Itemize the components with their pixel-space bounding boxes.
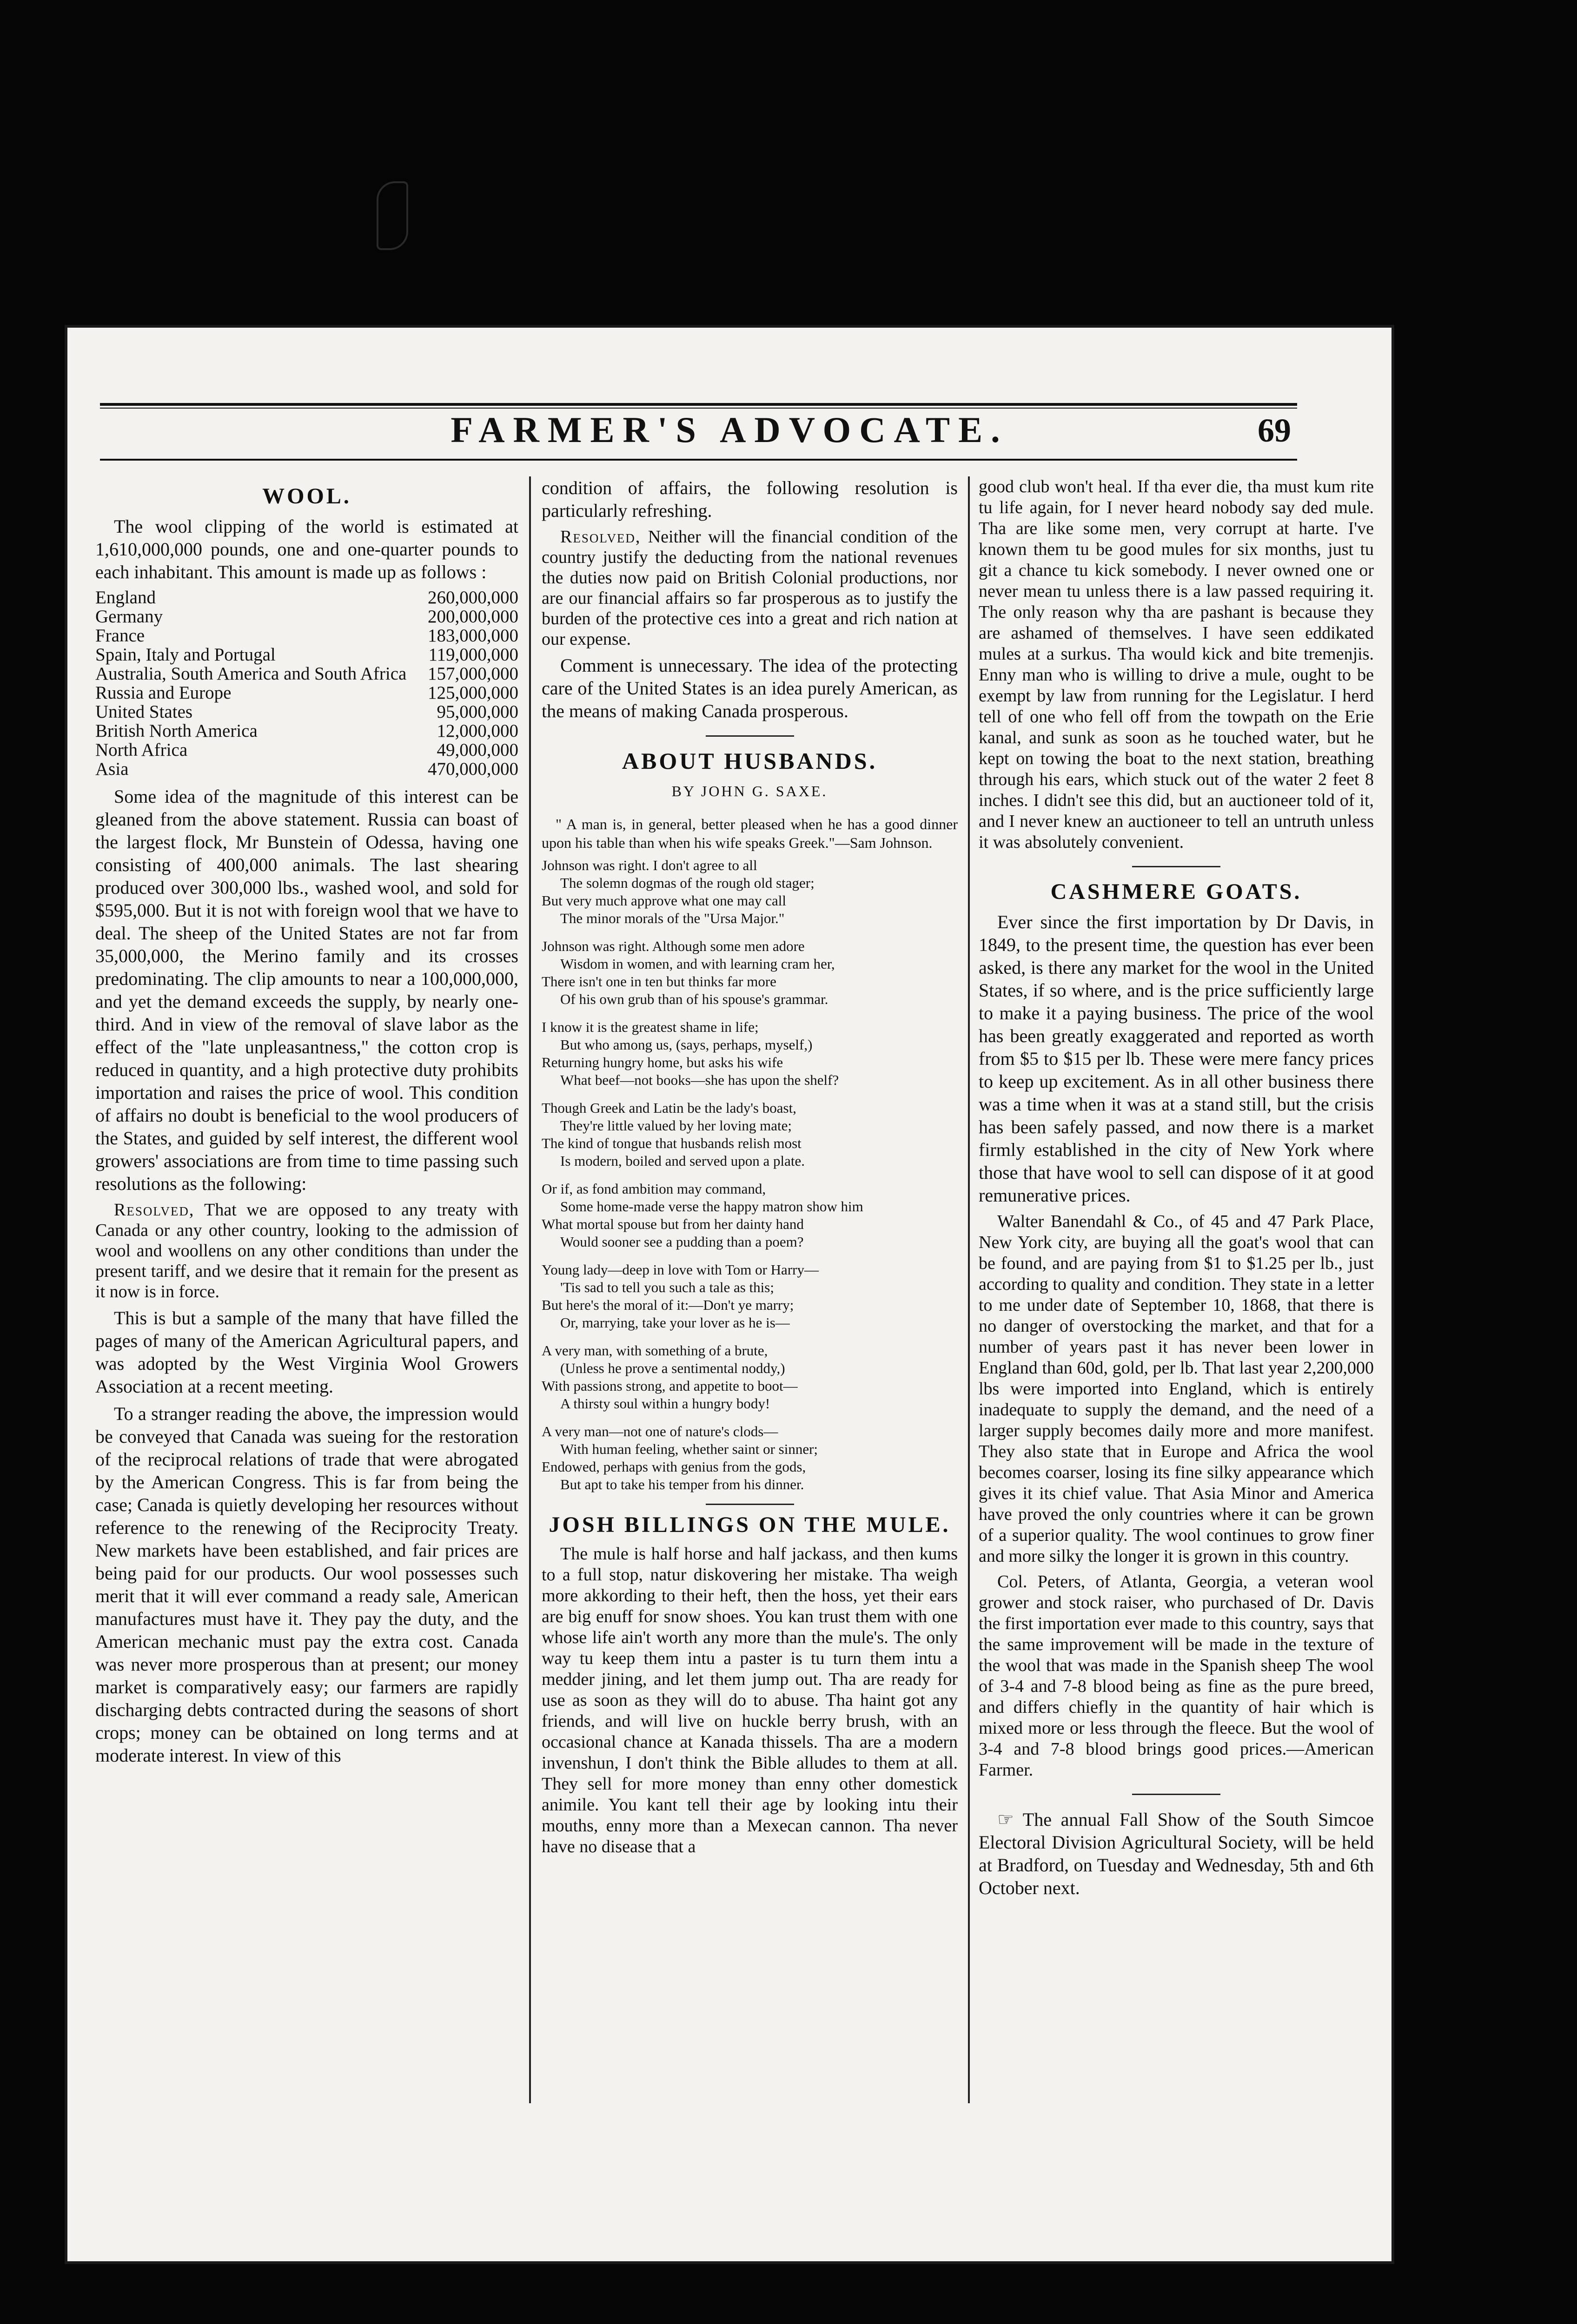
page-number: 69 — [1258, 412, 1291, 449]
poem-stanza — [542, 1342, 958, 1413]
wool-paragraph-1: Some idea of the magnitude of this interest can be gleaned from the above statement. Russia can boast of the largest flock, Mr Bunstein of Odessa, having one consisting of 400,000 animals. The last shearing produced over 300,000 lbs., washed wool, and sold for $595,000. But it is not with foreign wool that we have to deal. The sheep of the United States are not far from 35,000,000, the Merino family and its crosses predominating. The clip amounts to near a 100,000,000, and yet the demand exceeds the supply, by nearly one-third. And in view of the removal of slave labor as the effect of the "late unpleasantness," the cotton crop is reduced in quantity, and a high protective duty prohibits importation and raises the price of wool. This condition of affairs no doubt is beneficial to the wool producers of the States, and guided by self interest, the different wool growers' associations are from time to time passing such resolutions as the following: — [95, 786, 518, 1194]
cashmere-paragraph-3: Col. Peters, of Atlanta, Georgia, a veteran wool grower and stock raiser, who purchased of Dr. Davis the first importation ever made to this country, says that the same improvement will be made in the texture of the wool that was made in the Spanish sheep The wool of 3-4 and 7-8 blood being as fine as the pure breed, and differs chiefly in the quantity of hair which is mixed more or less through the fleece. But the wool of 3-4 and 7-8 blood brings good prices.—American Farmer. — [979, 1572, 1374, 1780]
column-2 — [542, 476, 958, 1862]
column-1 — [95, 476, 518, 1771]
stats-amount: 95,000,000 — [437, 702, 518, 722]
stats-country: England — [95, 588, 156, 607]
cashmere-heading: CASHMERE GOATS. — [1050, 879, 1302, 904]
poem-line: What mortal spouse but from her dainty hand — [542, 1216, 804, 1232]
poem-line: The kind of tongue that husbands relish most — [542, 1135, 802, 1151]
resolved-text: Neither will the financial condition of the country justify the deducting from the national revenues the duties now paid on British Colonial productions, nor are our financial affairs so far prosperous as to justify the burden of the protective ces into a great and rich nation at our expense. — [542, 527, 958, 649]
poem-line: But apt to take his temper from his dinner. — [560, 1476, 804, 1492]
column-3 — [979, 476, 1374, 1904]
poem-line: But very much approve what one may call — [542, 892, 786, 909]
stats-amount: 260,000,000 — [428, 588, 518, 607]
husbands-heading: ABOUT HUSBANDS. — [622, 748, 878, 774]
poem-line: With passions strong, and appetite to boot— — [542, 1378, 798, 1394]
resolved-text: That we are opposed to any treaty with Canada or any other country, looking to the admission of wool and woollens on any other conditions than under the present tariff, and we desire that it remain for the present as it now is in force. — [95, 1200, 518, 1301]
stats-country: United States — [95, 702, 193, 722]
stats-row — [95, 607, 518, 626]
wool-paragraph-3: To a stranger reading the above, the impression would be conveyed that Canada was sueing for the restoration of the reciprocal relations of trade that were abrogated by the American Congress. This is far from being the case; Canada is quietly developing her resources without reference to the renewing of the Reciprocity Treaty. New markets have been established, and fair prices are being paid for our products. Our wool possesses such merit that it will ever command a ready sale, American manufactures must have it. They pay the duty, and the American mechanic must pay the extra cost. Canada was never more prosperous than at present; our money market is comparatively easy; our farmers are rapidly discharging debts contracted during the seasons of short crops; money can be obtained on long terms and at moderate interest. In view of this — [95, 1403, 518, 1766]
poem-line: Endowed, perhaps with genius from the gods, — [542, 1459, 806, 1475]
stats-row — [95, 626, 518, 645]
poem-line: Returning hungry home, but asks his wife — [542, 1054, 783, 1070]
resolved-label: Resolved, — [114, 1200, 195, 1220]
poem-line: Johnson was right. I don't agree to all — [542, 857, 757, 873]
poem-stanza — [542, 938, 958, 1008]
masthead-title: FARMER'S ADVOCATE. — [451, 409, 1008, 450]
header-rule-top — [100, 403, 1297, 406]
cashmere-paragraph-2: Walter Banendahl & Co., of 45 and 47 Park Place, New York city, are buying all the goat's wool that can be found, and are paying from $1 to $1.25 per lb., just according to quality and condition. They state in a letter to me under date of September 10, 1868, that there is no danger of overstocking the market, and that for a number of years past it has never been lower in England than 60d, gold, per lb. That last year 2,200,000 lbs were imported into England, which is entirely inadequate to supply the demand, and the need of a larger supply becomes daily more and more manifest. They also state that in Europe and Africa the wool becomes coarser, losing its fine silky appearance which gives it its chief value. That Asia Minor and America have proved the only countries where it can be grown of a superior quality. The wool continues to grow finer and more silky the longer it is grown in this country. — [979, 1212, 1374, 1566]
poem-stanza — [542, 1423, 958, 1493]
wool-comment: Comment is unnecessary. The idea of the protecting care of the United States is an idea purely American, as the means of making Canada prosperous. — [542, 655, 958, 721]
poem-stanza — [542, 1099, 958, 1170]
poem-line: But here's the moral of it:—Don't ye marry; — [542, 1297, 794, 1313]
poem-line: Young lady—deep in love with Tom or Harry— — [542, 1261, 819, 1278]
josh-continued: good club won't heal. If tha ever die, tha must kum rite tu life again, for I never heard nobody say ded mule. Tha are like some men, very corrupt at harte. I've known them tu be good mules for six months, just tu git a chance tu kick somebody. I never owned one or never mean tu unless there is a law passed requiring it. The only reason why tha are pashant is because they are ashamed of themselves. I have seen eddikated mules at a surkus. Tha would kick and bite tremenjis. Enny man who is willing to drive a mule, ought to be exempt by law from running for the Legislatur. I herd tell of one who fell off from the towpath on the Erie kanal, and sunk as soon as he touched water, but he kept on towing the boat to the next station, breathing through his ears, which stuck out of the water 2 feet 8 inches. I didn't see this did, but an auctioneer told of it, and I never knew an auctioneer to tell an untruth unless it was absolutely convenient. — [979, 477, 1374, 852]
section-separator — [1132, 866, 1220, 867]
dust-mark — [377, 181, 408, 250]
poem-line: Of his own grub than of his spouse's grammar. — [560, 991, 828, 1007]
stats-country: Russia and Europe — [95, 683, 232, 703]
husbands-poem — [542, 857, 958, 1493]
column-rule-1 — [529, 476, 531, 2103]
josh-text: The mule is half horse and half jackass, and then kums to a full stop, natur diskovering her mistake. Tha weigh more akkording to their heft, then the hoss, yet their ears are big enuff for snow shoes. You kan trust them with one whose life ain't worth any more than the mule's. The only way tu keep them intu a paster is tu turn them intu a medder jining, and let them jump out. Tha are ready for use as soon as they will do to abuse. Tha haint got any friends, and will live on huckle berry brush, with an occasional chance at Kanada thissels. Tha are a modern invenshun, I don't think the Bible alludes to them at all. They sell for more money than enny other domestick animile. You kant tell their age by looking intu their mouths, enny more than a Mexecan cannon. Tha never have no disease that a — [542, 1544, 958, 1856]
wool-intro: The wool clipping of the world is estimated at 1,610,000,000 pounds, one and one-quarter pounds to each inhabitant. This amount is made up as follows : — [95, 516, 518, 582]
poem-line: Or if, as fond ambition may command, — [542, 1181, 766, 1197]
stats-country: Australia, South America and South Africa — [95, 664, 407, 684]
stats-country: France — [95, 626, 145, 646]
header-rule-bottom — [100, 459, 1297, 461]
poem-stanza — [542, 1261, 958, 1332]
poem-line: (Unless he prove a sentimental noddy,) — [560, 1360, 785, 1376]
stats-row — [95, 702, 518, 721]
poem-line: Wisdom in women, and with learning cram her, — [560, 956, 835, 972]
poem-line: Would sooner see a pudding than a poem? — [560, 1234, 804, 1250]
poem-line: They're little valued by her loving mate; — [560, 1117, 792, 1134]
poem-line: With human feeling, whether saint or sinner; — [560, 1441, 818, 1457]
poem-stanza — [542, 1018, 958, 1089]
poem-line: A very man—not one of nature's clods— — [542, 1423, 778, 1439]
wool-heading: WOOL. — [262, 484, 351, 508]
stats-amount: 157,000,000 — [428, 664, 518, 684]
column-rule-2 — [968, 476, 970, 2103]
poem-line: Or, marrying, take your lover as he is— — [560, 1314, 790, 1331]
stats-amount: 470,000,000 — [428, 759, 518, 779]
stats-row — [95, 721, 518, 740]
pointing-hand-icon: ☞ — [997, 1809, 1014, 1830]
stats-country: British North America — [95, 721, 258, 741]
poem-line: Is modern, boiled and served upon a plate. — [560, 1153, 805, 1169]
stats-country: Germany — [95, 607, 163, 627]
newspaper-page — [67, 328, 1391, 2261]
wool-paragraph-2: This is but a sample of the many that have filled the pages of many of the American Agricultural papers, and was adopted by the West Virginia Wool Growers Association at a recent meeting. — [95, 1307, 518, 1397]
wool-continued: condition of affairs, the following resolution is particularly refreshing. — [542, 477, 958, 521]
notice-text: The annual Fall Show of the South Simcoe Electoral Division Agricultural Society, will be held at Bradford, on Tuesday and Wednesday, 5th and 6th October next. — [979, 1809, 1374, 1898]
poem-stanza — [542, 857, 958, 927]
stats-row — [95, 664, 518, 683]
section-separator — [706, 1504, 794, 1505]
stats-row — [95, 740, 518, 759]
poem-line: The solemn dogmas of the rough old stager; — [560, 875, 815, 891]
poem-line: But who among us, (says, perhaps, myself,) — [560, 1037, 813, 1053]
stats-amount: 12,000,000 — [437, 721, 518, 741]
stats-row — [95, 759, 518, 779]
josh-heading: JOSH BILLINGS ON THE MULE. — [549, 1512, 951, 1537]
poem-line: There isn't one in ten but thinks far more — [542, 973, 776, 990]
poem-line: The minor morals of the "Ursa Major." — [560, 910, 785, 926]
cashmere-paragraph-1: Ever since the first importation by Dr Davis, in 1849, to the present time, the question has ever been asked, is there any market for the wool in the United States, if so where, and is the price sufficiently large to make it a paying business. The price of the wool has been greatly exaggerated and reported as worth from $5 to $15 per lb. These were mere fancy prices to keep up excitement. As in all other business there was a time when it was at a stand still, but the crisis has been safely passed, and now there is a market firmly established in the city of New York where those that have wool to sell can dispose of it at good remunerative prices. — [979, 911, 1374, 1206]
stats-amount: 49,000,000 — [437, 740, 518, 760]
poem-line: Some home-made verse the happy matron show him — [560, 1198, 863, 1215]
poem-line: A thirsty soul within a hungry body! — [560, 1395, 770, 1412]
poem-line: What beef—not books—she has upon the shelf? — [560, 1072, 839, 1088]
stats-row — [95, 645, 518, 664]
stats-amount: 200,000,000 — [428, 607, 518, 627]
wool-resolved-1 — [95, 1200, 518, 1302]
section-separator — [706, 735, 794, 737]
stats-amount: 119,000,000 — [428, 645, 518, 665]
stats-country: North Africa — [95, 740, 188, 760]
section-separator — [1132, 1794, 1220, 1795]
poem-line: Though Greek and Latin be the lady's boast, — [542, 1100, 796, 1116]
stats-amount: 125,000,000 — [428, 683, 518, 703]
poem-stanza — [542, 1180, 958, 1251]
wool-resolved-2 — [542, 527, 958, 649]
wool-stats-table — [95, 588, 518, 779]
stats-row — [95, 588, 518, 607]
stats-row — [95, 683, 518, 702]
header-rule-top-thin — [100, 408, 1297, 409]
stats-amount: 183,000,000 — [428, 626, 518, 646]
poem-line: A very man, with something of a brute, — [542, 1342, 768, 1359]
stats-country: Spain, Italy and Portugal — [95, 645, 276, 665]
poem-line: I know it is the greatest shame in life; — [542, 1019, 759, 1035]
husbands-byline: BY JOHN G. SAXE. — [671, 783, 828, 799]
resolved-label: Resolved, — [560, 527, 641, 547]
poem-line: Johnson was right. Although some men adore — [542, 938, 805, 954]
stats-country: Asia — [95, 759, 129, 779]
fall-show-notice — [979, 1808, 1374, 1899]
poem-line: 'Tis sad to tell you such a tale as this; — [560, 1279, 774, 1295]
husbands-epigraph: " A man is, in general, better pleased when he has a good dinner upon his table than when his wife speaks Greek."—Sam Johnson. — [542, 816, 958, 851]
